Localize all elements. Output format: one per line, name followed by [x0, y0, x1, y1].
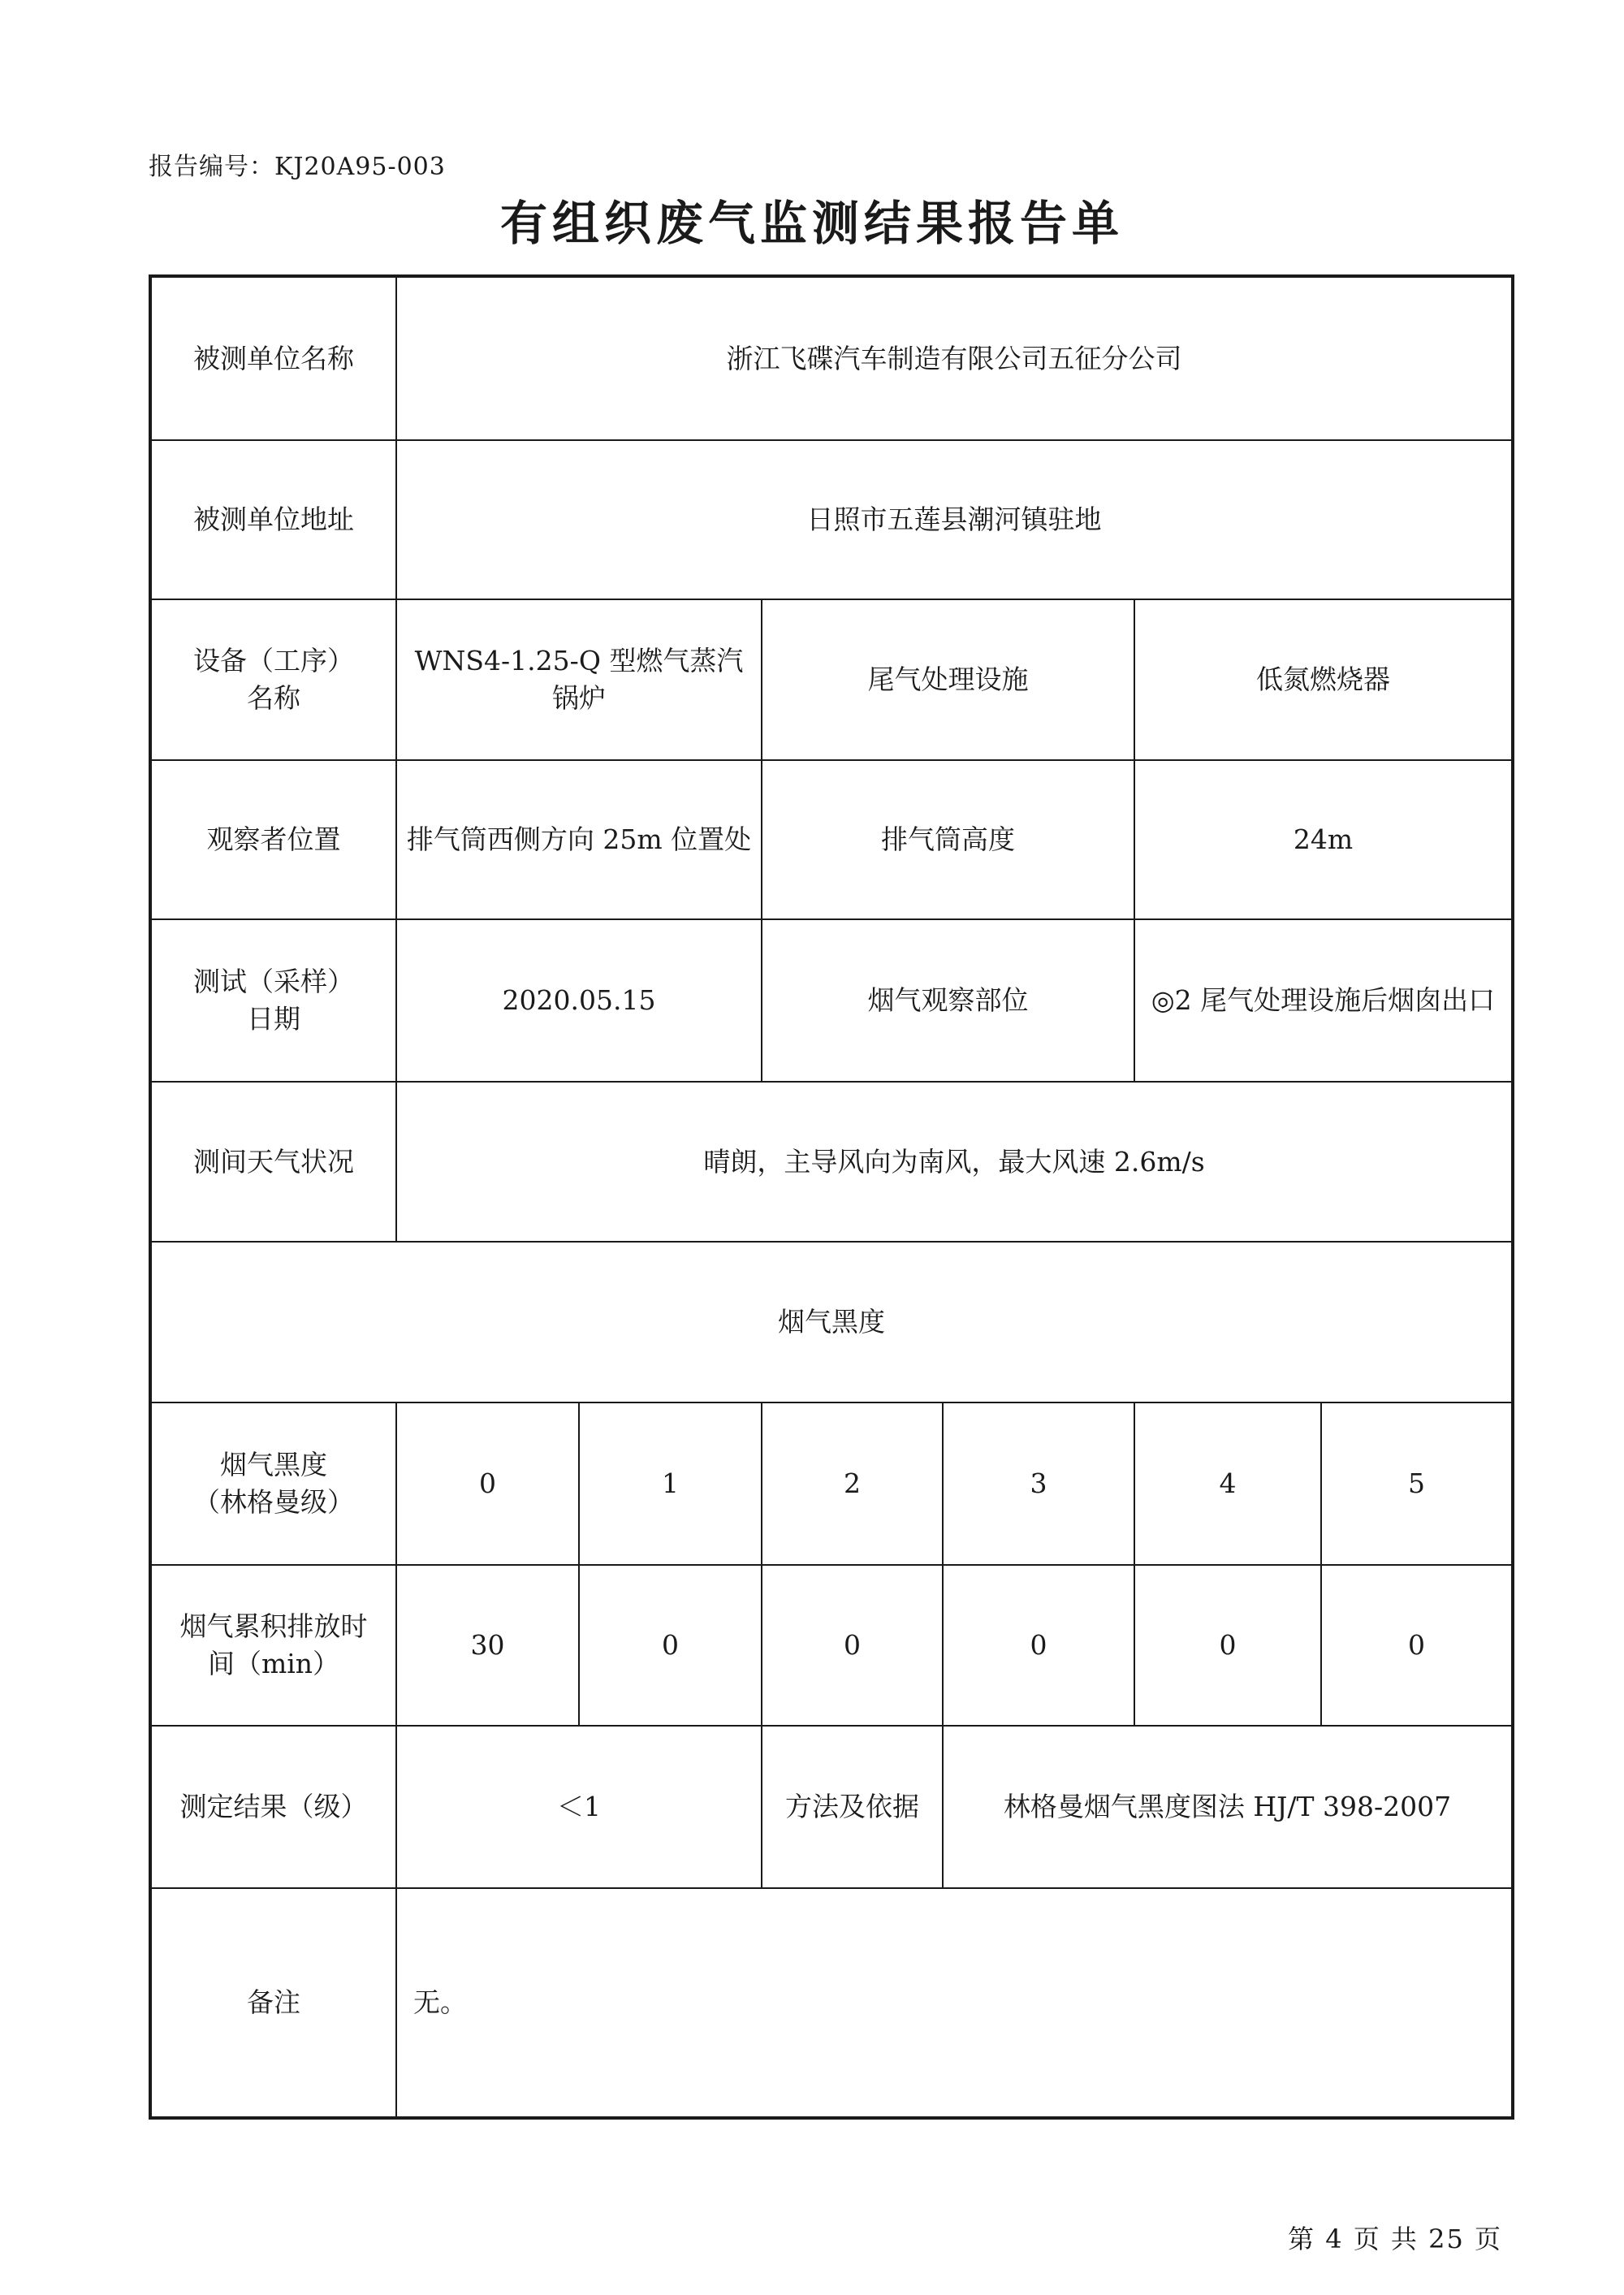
- blackness-level-label-line2: （林格曼级）: [193, 1486, 354, 1518]
- row-equipment: [150, 599, 1513, 760]
- remarks-label: 备注: [150, 1888, 396, 2118]
- equipment-label: [150, 599, 396, 760]
- observe-part-value: ◎2 尾气处理设施后烟囱出口: [1134, 919, 1513, 1082]
- row-result: [150, 1726, 1513, 1888]
- row-test-date: [150, 919, 1513, 1082]
- blackness-level-label: [150, 1402, 396, 1565]
- emission-time-label-line1: 烟气累积排放时: [179, 1610, 368, 1642]
- level-cell-5: 5: [1321, 1402, 1513, 1565]
- time-cell-2: 0: [762, 1565, 943, 1726]
- equipment-label-line2: 名称: [247, 682, 300, 714]
- page-number: 第 4 页 共 25 页: [1288, 2224, 1502, 2254]
- row-observer: [150, 760, 1513, 919]
- monitoring-report-table: [149, 274, 1514, 2120]
- weather-label: 测间天气状况: [150, 1082, 396, 1242]
- time-cell-3: 0: [943, 1565, 1134, 1726]
- treatment-label: 尾气处理设施: [762, 599, 1134, 760]
- observer-value: 排气筒西侧方向 25m 位置处: [396, 760, 762, 919]
- test-date-value: 2020.05.15: [396, 919, 762, 1082]
- test-date-label-line2: 日期: [247, 1003, 300, 1035]
- row-unit-name: [150, 276, 1513, 440]
- observe-part-label: 烟气观察部位: [762, 919, 1134, 1082]
- level-cell-0: 0: [396, 1402, 579, 1565]
- time-cell-5: 0: [1321, 1565, 1513, 1726]
- unit-name-label: 被测单位名称: [150, 276, 396, 440]
- unit-name-value: 浙江飞碟汽车制造有限公司五征分公司: [396, 276, 1513, 440]
- row-blackness-levels: [150, 1402, 1513, 1565]
- unit-address-label: 被测单位地址: [150, 440, 396, 599]
- level-cell-3: 3: [943, 1402, 1134, 1565]
- emission-time-label: [150, 1565, 396, 1726]
- time-cell-0: 30: [396, 1565, 579, 1726]
- test-date-label-line1: 测试（采样）: [193, 966, 354, 997]
- level-cell-2: 2: [762, 1402, 943, 1565]
- result-label: 测定结果（级）: [150, 1726, 396, 1888]
- blackness-section-title: 烟气黑度: [150, 1242, 1513, 1402]
- emission-time-label-line2: 间（min）: [207, 1648, 340, 1679]
- row-emission-time: [150, 1565, 1513, 1726]
- row-unit-address: [150, 440, 1513, 599]
- equipment-value: WNS4-1.25-Q 型燃气蒸汽锅炉: [396, 599, 762, 760]
- observer-label: 观察者位置: [150, 760, 396, 919]
- row-remarks: [150, 1888, 1513, 2118]
- time-cell-1: 0: [579, 1565, 762, 1726]
- treatment-value: 低氮燃烧器: [1134, 599, 1513, 760]
- level-cell-4: 4: [1134, 1402, 1321, 1565]
- remarks-value: 无。: [396, 1888, 1513, 2118]
- method-label: 方法及依据: [762, 1726, 943, 1888]
- time-cell-4: 0: [1134, 1565, 1321, 1726]
- weather-value: 晴朗，主导风向为南风，最大风速 2.6m/s: [396, 1082, 1513, 1242]
- unit-address-value: 日照市五莲县潮河镇驻地: [396, 440, 1513, 599]
- stack-height-label: 排气筒高度: [762, 760, 1134, 919]
- test-date-label: [150, 919, 396, 1082]
- level-cell-1: 1: [579, 1402, 762, 1565]
- stack-height-value: 24m: [1134, 760, 1513, 919]
- blackness-level-label-line1: 烟气黑度: [220, 1449, 327, 1480]
- result-value: ＜1: [396, 1726, 762, 1888]
- row-weather: [150, 1082, 1513, 1242]
- row-blackness-title: [150, 1242, 1513, 1402]
- equipment-label-line1: 设备（工序）: [193, 645, 354, 676]
- page-title: 有组织废气监测结果报告单: [499, 196, 1124, 251]
- report-number: 报告编号：KJ20A95-003: [149, 153, 446, 181]
- method-value: 林格曼烟气黑度图法 HJ/T 398-2007: [943, 1726, 1513, 1888]
